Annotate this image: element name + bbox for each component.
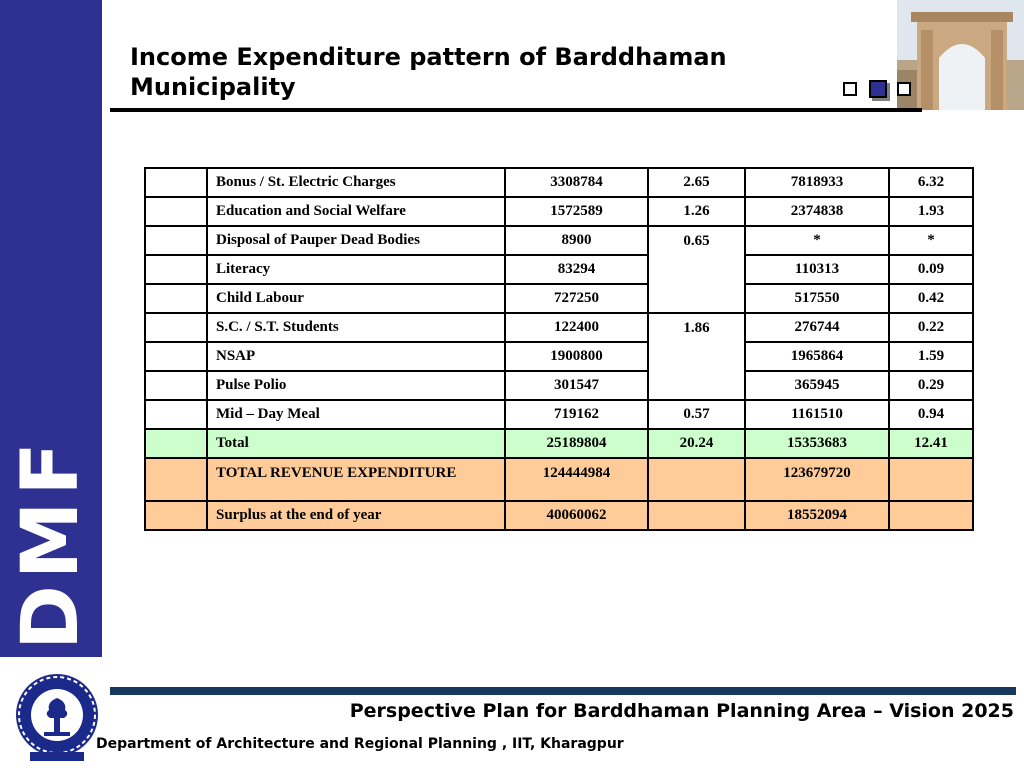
- value-cell: 8900: [505, 226, 648, 255]
- blank-cell: [648, 501, 745, 530]
- value-cell: 1965864: [745, 342, 889, 371]
- value-cell: 123679720: [745, 458, 889, 501]
- value-cell: 276744: [745, 313, 889, 342]
- value-cell: 25189804: [505, 429, 648, 458]
- income-expenditure-table: [144, 167, 974, 531]
- percent-cell: 2.65: [648, 168, 745, 197]
- title-underline: [110, 108, 922, 112]
- surplus-row: [145, 501, 973, 530]
- table-row: [145, 197, 973, 226]
- blank-cell: [145, 197, 207, 226]
- total-row: [145, 429, 973, 458]
- iit-kharagpur-seal-icon: [14, 672, 100, 762]
- value-cell: 110313: [745, 255, 889, 284]
- percent-cell: 0.09: [889, 255, 973, 284]
- percent-cell: 1.59: [889, 342, 973, 371]
- percent-cell: 0.22: [889, 313, 973, 342]
- row-label: Pulse Polio: [207, 371, 505, 400]
- row-label: Literacy: [207, 255, 505, 284]
- value-cell: 83294: [505, 255, 648, 284]
- blank-cell: [145, 501, 207, 530]
- blank-cell: [145, 458, 207, 501]
- value-cell: 727250: [505, 284, 648, 313]
- filled-square-icon: [869, 80, 887, 98]
- blank-cell: [145, 313, 207, 342]
- table-row: [145, 284, 973, 313]
- blank-cell: [145, 400, 207, 429]
- row-label: TOTAL REVENUE EXPENDITURE: [207, 458, 505, 501]
- heritage-gate-photo: [897, 0, 1024, 110]
- table-row: [145, 342, 973, 371]
- row-label: Surplus at the end of year: [207, 501, 505, 530]
- left-sidebar-band: [0, 0, 102, 657]
- blank-cell: [145, 429, 207, 458]
- value-cell: 2374838: [745, 197, 889, 226]
- blank-cell: [145, 168, 207, 197]
- row-label: Bonus / St. Electric Charges: [207, 168, 505, 197]
- percent-cell: 20.24: [648, 429, 745, 458]
- percent-cell: 1.26: [648, 197, 745, 226]
- blank-cell: [145, 342, 207, 371]
- percent-cell-merged: 0.65: [648, 226, 745, 313]
- percent-cell: 0.42: [889, 284, 973, 313]
- value-cell: 7818933: [745, 168, 889, 197]
- row-label: S.C. / S.T. Students: [207, 313, 505, 342]
- footer-divider: [110, 687, 1016, 695]
- row-label: Mid – Day Meal: [207, 400, 505, 429]
- blank-cell: [145, 226, 207, 255]
- value-cell: 1900800: [505, 342, 648, 371]
- value-cell: 18552094: [745, 501, 889, 530]
- percent-cell: 1.93: [889, 197, 973, 226]
- value-cell: 1161510: [745, 400, 889, 429]
- table-row: [145, 371, 973, 400]
- value-cell: 719162: [505, 400, 648, 429]
- table-row: [145, 400, 973, 429]
- blank-cell: [889, 501, 973, 530]
- value-cell: 1572589: [505, 197, 648, 226]
- blank-cell: [648, 458, 745, 501]
- row-label: Disposal of Pauper Dead Bodies: [207, 226, 505, 255]
- value-cell: 301547: [505, 371, 648, 400]
- slide-title: Income Expenditure pattern of Barddhaman Municipality: [130, 43, 727, 101]
- blank-cell: [145, 371, 207, 400]
- row-label: Education and Social Welfare: [207, 197, 505, 226]
- percent-cell: 12.41: [889, 429, 973, 458]
- dmf-logo-text: DMF: [6, 436, 96, 650]
- value-cell: 365945: [745, 371, 889, 400]
- value-cell: 40060062: [505, 501, 648, 530]
- total-revenue-expenditure-row: [145, 458, 973, 501]
- row-label: Total: [207, 429, 505, 458]
- value-cell: *: [745, 226, 889, 255]
- table-row: [145, 168, 973, 197]
- footer-department: Department of Architecture and Regional Planning , IIT, Kharagpur: [96, 736, 624, 752]
- value-cell: 124444984: [505, 458, 648, 501]
- row-label: Child Labour: [207, 284, 505, 313]
- square-icon: [897, 82, 911, 96]
- table-row: [145, 226, 973, 255]
- blank-cell: [145, 284, 207, 313]
- value-cell: 517550: [745, 284, 889, 313]
- percent-cell: 0.57: [648, 400, 745, 429]
- blank-cell: [145, 255, 207, 284]
- value-cell: 122400: [505, 313, 648, 342]
- blank-cell: [889, 458, 973, 501]
- table-row: [145, 255, 973, 284]
- percent-cell: 6.32: [889, 168, 973, 197]
- value-cell: 15353683: [745, 429, 889, 458]
- footer-title: Perspective Plan for Barddhaman Planning Area – Vision 2025: [349, 700, 1014, 722]
- percent-cell-merged: 1.86: [648, 313, 745, 400]
- value-cell: 3308784: [505, 168, 648, 197]
- percent-cell: 0.94: [889, 400, 973, 429]
- percent-cell: 0.29: [889, 371, 973, 400]
- percent-cell: *: [889, 226, 973, 255]
- square-icon: [843, 82, 857, 96]
- row-label: NSAP: [207, 342, 505, 371]
- table-row: [145, 313, 973, 342]
